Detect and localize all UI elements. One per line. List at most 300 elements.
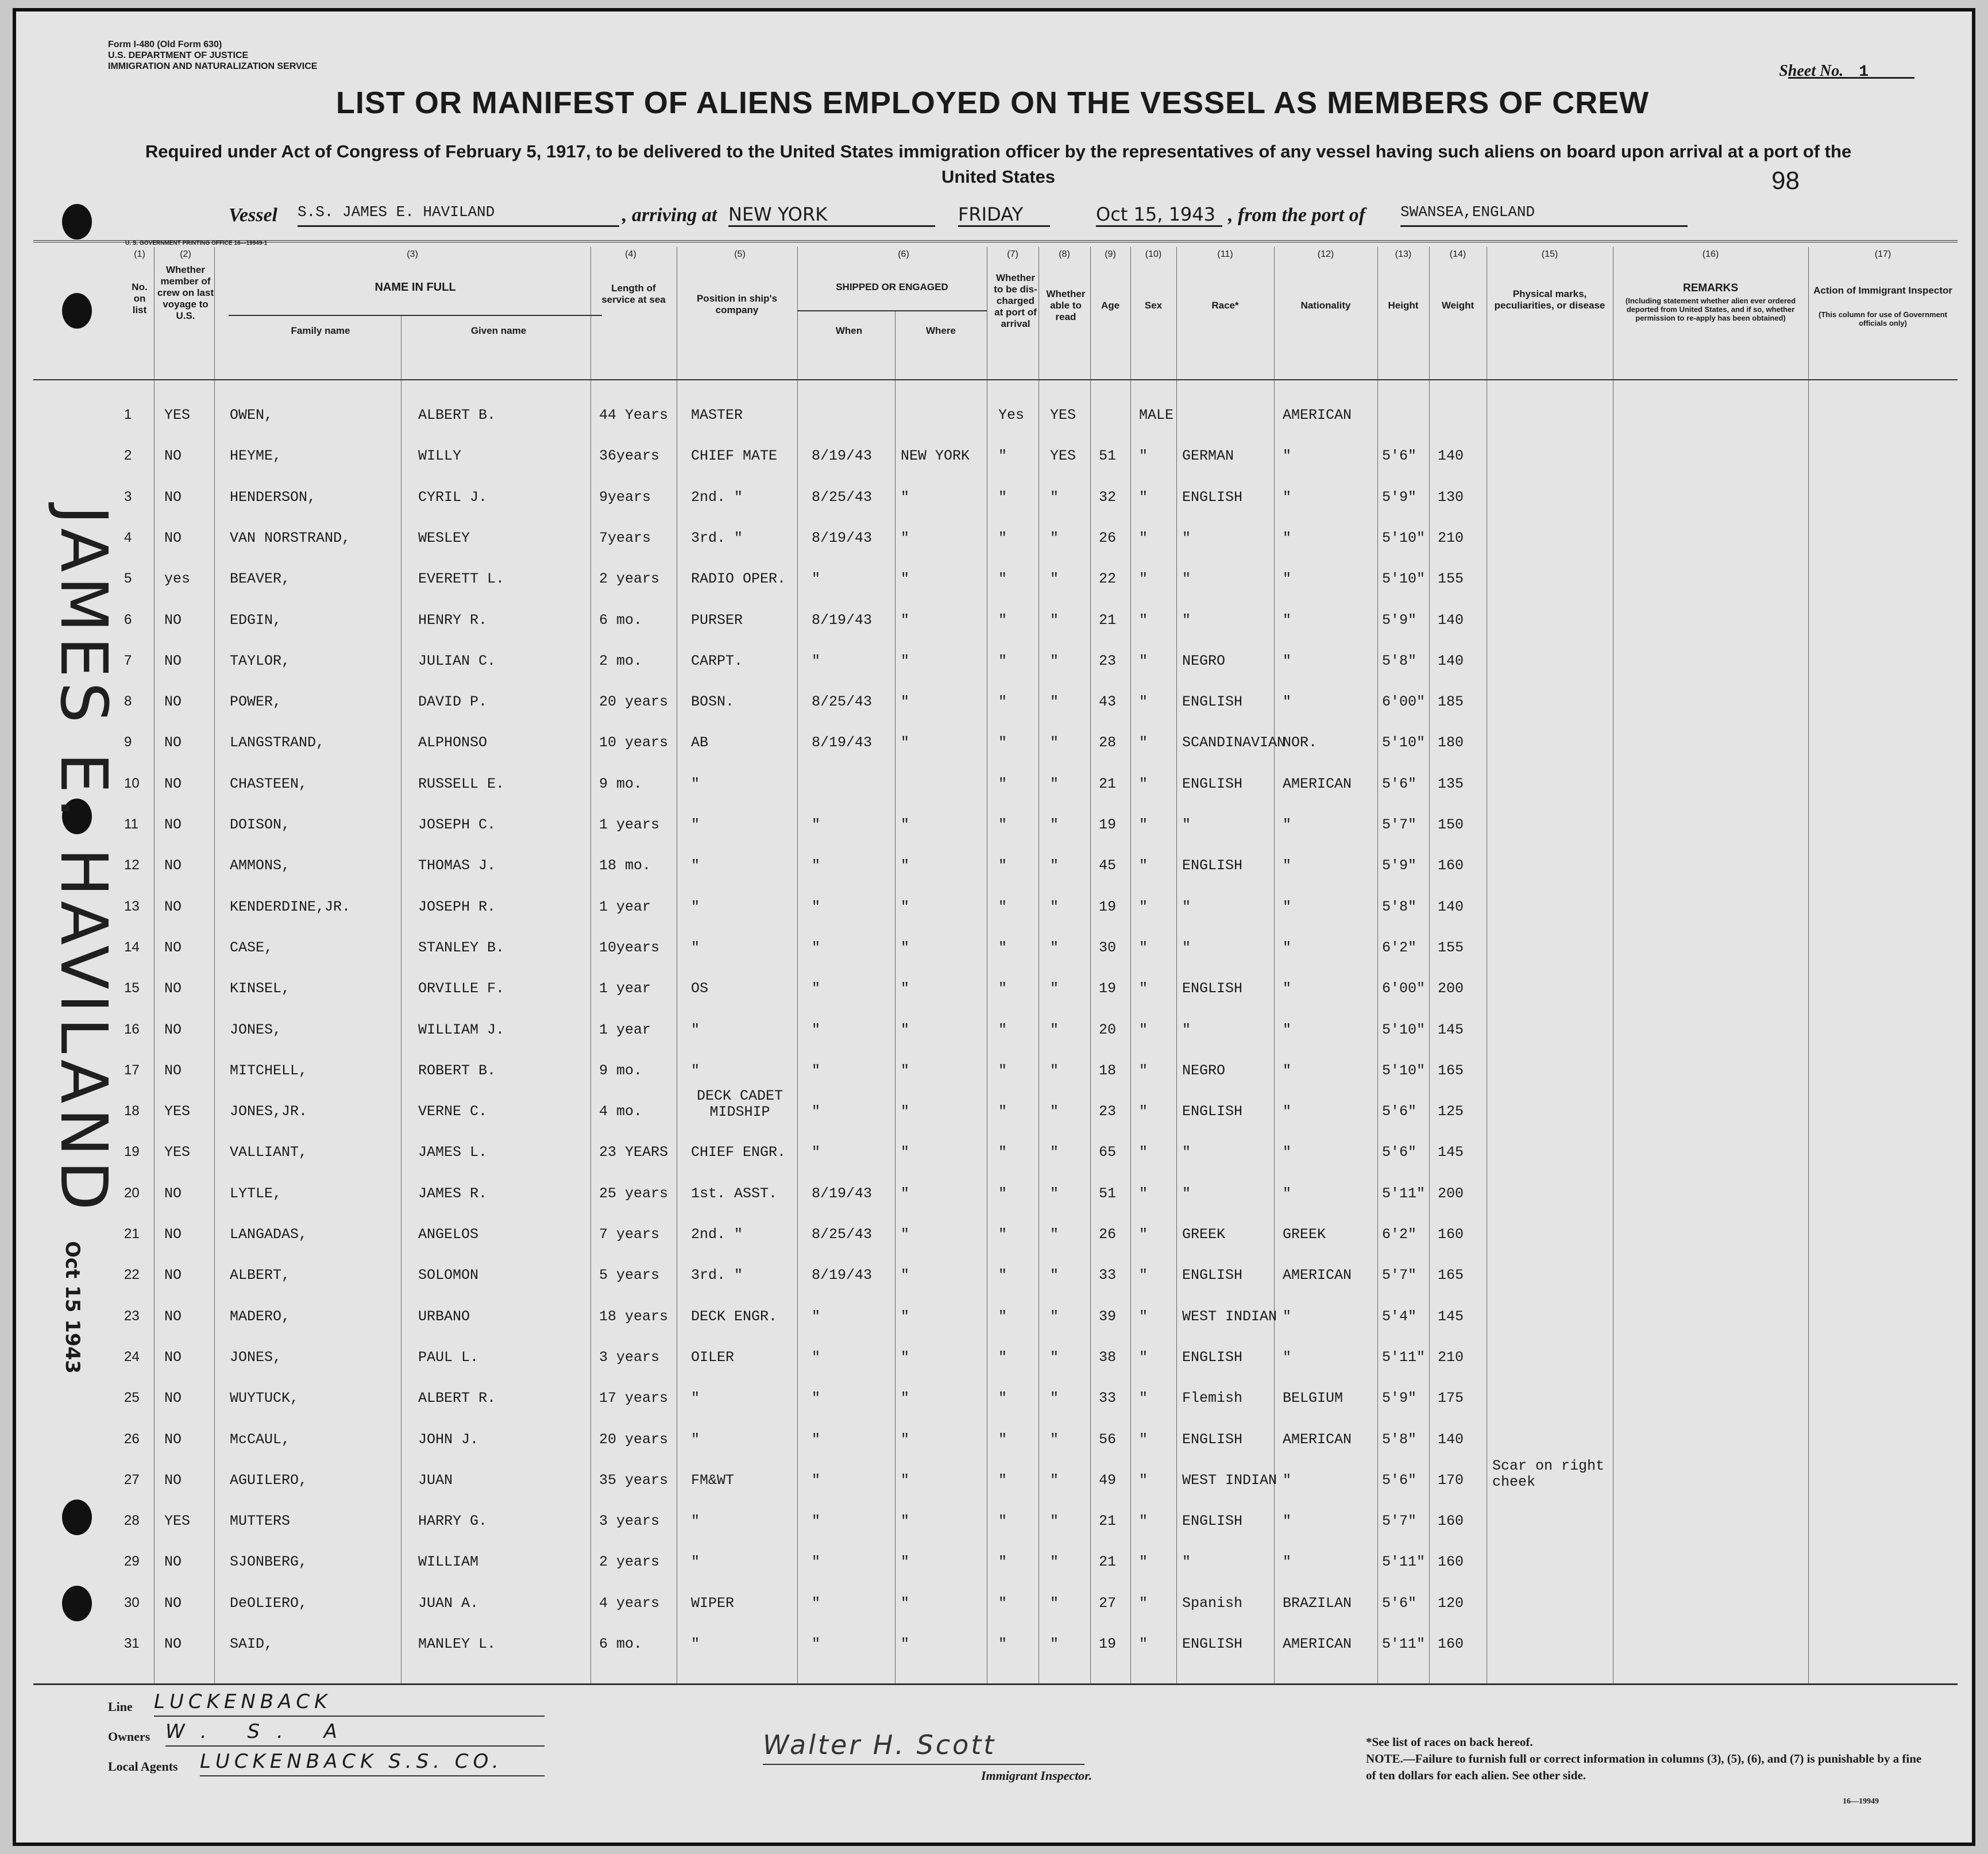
cell-discharged: " — [998, 1595, 1007, 1612]
cell-where: " — [901, 1390, 910, 1406]
cell-sex: " — [1139, 1390, 1148, 1406]
cell-height: 5'8" — [1382, 899, 1417, 915]
cell-race: ENGLISH — [1182, 693, 1243, 710]
cell-weight: 120 — [1438, 1595, 1464, 1612]
cell-sex: " — [1139, 1308, 1148, 1325]
cell-height: 5'10" — [1382, 1062, 1426, 1079]
crew-row — [16, 734, 1969, 757]
cell-where: " — [901, 653, 910, 669]
cell-read: " — [1050, 1062, 1059, 1079]
cell-position: BOSN. — [691, 693, 735, 710]
cell-member: NO — [164, 1185, 182, 1202]
cell-race: ENGLISH — [1182, 1636, 1243, 1652]
cell-family: DOISON, — [230, 816, 291, 833]
column-number: (11) — [1217, 249, 1233, 259]
cell-nationality: " — [1283, 939, 1292, 956]
cell-given: RUSSELL E. — [418, 776, 505, 792]
cell-height: 6'00" — [1382, 980, 1426, 997]
cell-service: 5 years — [599, 1267, 660, 1283]
arriving-label: , arriving at — [622, 205, 717, 226]
cell-member: NO — [164, 530, 182, 546]
header-position: Position in ship's company — [696, 293, 778, 315]
crew-row — [16, 899, 1969, 922]
header-age: Age — [1101, 300, 1120, 311]
cell-where: " — [901, 1595, 910, 1612]
cell-family: MUTTERS — [230, 1513, 291, 1529]
header-physical-marks: Physical marks, peculiarities, or disease — [1494, 288, 1605, 311]
line-value: LUCKENBACK — [154, 1690, 545, 1717]
cell-when: " — [812, 816, 821, 833]
cell-when: " — [812, 653, 821, 669]
cell-position: " — [691, 1022, 700, 1038]
punch-hole — [62, 293, 92, 329]
cell-service: 17 years — [599, 1390, 669, 1406]
cell-no: 4 — [124, 530, 132, 545]
cell-given: SOLOMON — [418, 1267, 479, 1283]
column-number: (9) — [1105, 249, 1116, 259]
cell-sex: " — [1139, 1022, 1148, 1038]
cell-sex: " — [1139, 1062, 1148, 1079]
printing-office-note: U. S. GOVERNMENT PRINTING OFFICE 16—19949-1 — [125, 240, 268, 246]
cell-position: 2nd. " — [691, 489, 743, 506]
cell-race: ENGLISH — [1182, 857, 1243, 874]
cell-no: 18 — [124, 1103, 140, 1119]
cell-given: DAVID P. — [418, 693, 488, 710]
cell-where: " — [901, 1554, 910, 1570]
cell-service: 9years — [599, 489, 651, 506]
cell-sex: " — [1139, 653, 1148, 669]
cell-height: 5'11" — [1382, 1185, 1426, 1202]
header-remarks-note: (Including statement whether alien ever ordered deported from United States, and if so, whether permission to re-apply has been obtained) — [1625, 296, 1796, 322]
cell-where: " — [901, 734, 910, 751]
cell-race: ENGLISH — [1182, 1349, 1243, 1366]
cell-position: " — [691, 1554, 700, 1570]
cell-race: SCANDINAVIAN — [1182, 734, 1286, 751]
cell-family: LYTLE, — [230, 1185, 282, 1202]
cell-read: " — [1050, 1554, 1059, 1570]
crew-row — [16, 1022, 1969, 1044]
cell-height: 6'2" — [1382, 1226, 1417, 1243]
stamp-number: 98 — [1771, 167, 1800, 195]
cell-sex: " — [1139, 1595, 1148, 1612]
cell-read: " — [1050, 1431, 1059, 1448]
races-note: *See list of races on back hereof. — [1366, 1735, 1533, 1749]
cell-age: 22 — [1099, 571, 1117, 587]
cell-discharged: " — [998, 1022, 1007, 1038]
cell-given: JOHN J. — [418, 1431, 479, 1448]
cell-family: SAID, — [230, 1636, 273, 1652]
cell-no: 11 — [124, 816, 138, 832]
cell-given: VERNE C. — [418, 1103, 488, 1120]
cell-read: " — [1050, 1267, 1059, 1283]
cell-position: " — [691, 1062, 700, 1079]
cell-position: 3rd. " — [691, 1267, 743, 1283]
cell-weight: 145 — [1438, 1308, 1464, 1325]
owners-value: W. S. A — [165, 1720, 545, 1747]
cell-weight: 140 — [1438, 448, 1464, 464]
cell-age: 33 — [1099, 1267, 1117, 1283]
cell-sex: " — [1139, 1103, 1148, 1120]
margin-vessel-name: JAMES E. HAVILAND — [46, 506, 121, 1215]
cell-read: " — [1050, 1636, 1059, 1652]
header-shipped-engaged: SHIPPED OR ENGAGED — [836, 282, 948, 292]
vessel-name: S.S. JAMES E. HAVILAND — [298, 203, 619, 227]
cell-member: NO — [164, 899, 182, 915]
column-number: (6) — [898, 249, 909, 259]
column-number: (17) — [1874, 249, 1892, 259]
cell-service: 2 mo. — [599, 653, 643, 669]
cell-no: 3 — [124, 489, 132, 504]
cell-age: 23 — [1099, 1103, 1117, 1120]
cell-discharged: " — [998, 489, 1007, 506]
cell-service: 3 years — [599, 1349, 660, 1366]
cell-service: 36years — [599, 448, 660, 464]
cell-nationality: BRAZILAN — [1283, 1595, 1352, 1612]
cell-height: 5'9" — [1382, 612, 1417, 629]
cell-given: JOSEPH C. — [418, 816, 496, 833]
cell-nationality: " — [1283, 899, 1292, 915]
cell-given: JAMES L. — [418, 1144, 488, 1161]
cell-nationality: AMERICAN — [1283, 776, 1352, 792]
cell-nationality: " — [1283, 448, 1292, 464]
column-number: (16) — [1702, 249, 1719, 259]
cell-discharged: " — [998, 816, 1007, 833]
cell-when: 8/25/43 — [812, 693, 873, 710]
cell-weight: 140 — [1438, 653, 1464, 669]
cell-weight: 175 — [1438, 1390, 1464, 1406]
cell-discharged: " — [998, 1185, 1007, 1202]
cell-read: YES — [1050, 448, 1076, 464]
cell-weight: 180 — [1438, 734, 1464, 751]
cell-discharged: " — [998, 1103, 1007, 1120]
crew-row — [16, 1349, 1969, 1372]
cell-member: NO — [164, 1390, 182, 1406]
cell-no: 13 — [124, 899, 140, 914]
cell-read: " — [1050, 693, 1059, 710]
cell-family: JONES, — [230, 1022, 282, 1038]
cell-given: EVERETT L. — [418, 571, 505, 587]
cell-read: " — [1050, 1226, 1059, 1243]
name-header-rule — [229, 315, 602, 316]
cell-service: 44 Years — [599, 407, 669, 423]
cell-age: 56 — [1099, 1431, 1117, 1448]
cell-no: 8 — [124, 693, 132, 709]
cell-height: 5'11" — [1382, 1349, 1426, 1366]
cell-no: 15 — [124, 980, 140, 996]
cell-weight: 210 — [1438, 530, 1464, 546]
cell-position: PURSER — [691, 612, 743, 629]
cell-position: AB — [691, 734, 709, 751]
cell-when: " — [812, 1062, 821, 1079]
cell-family: JONES,JR. — [230, 1103, 308, 1120]
cell-no: 16 — [124, 1022, 140, 1037]
cell-no: 26 — [124, 1431, 140, 1447]
header-discharged: Whether to be dis-charged at port of arrival — [994, 272, 1037, 329]
cell-family: LANGADAS, — [230, 1226, 308, 1243]
cell-when: " — [812, 1103, 821, 1120]
cell-read: " — [1050, 1513, 1059, 1529]
cell-given: JUAN A. — [418, 1595, 479, 1612]
cell-member: NO — [164, 776, 182, 792]
cell-discharged: " — [998, 1554, 1007, 1570]
cell-read: " — [1050, 489, 1059, 506]
cell-height: 5'6" — [1382, 1472, 1417, 1489]
cell-discharged: " — [998, 653, 1007, 669]
crew-row — [16, 857, 1969, 880]
cell-sex: " — [1139, 612, 1148, 629]
column-number: (13) — [1395, 249, 1412, 259]
department: U.S. DEPARTMENT OF JUSTICE — [108, 51, 249, 60]
cell-where: " — [901, 1144, 910, 1161]
crew-row — [16, 571, 1969, 593]
cell-read: " — [1050, 1390, 1059, 1406]
cell-no: 21 — [124, 1226, 140, 1242]
cell-race: ENGLISH — [1182, 1267, 1243, 1283]
cell-nationality: " — [1283, 530, 1292, 546]
form-code: 16—19949 — [1843, 1797, 1879, 1806]
cell-when: " — [812, 1022, 821, 1038]
cell-nationality: " — [1283, 1062, 1292, 1079]
cell-age: 19 — [1099, 899, 1117, 915]
inspector-signature: Walter H. Scott — [763, 1729, 1084, 1765]
cell-position: OILER — [691, 1349, 735, 1366]
cell-weight: 160 — [1438, 1636, 1464, 1652]
column-number: (3) — [407, 249, 418, 259]
cell-race: " — [1182, 1022, 1191, 1038]
cell-member: NO — [164, 653, 182, 669]
cell-age: 51 — [1099, 448, 1117, 464]
signature-caption: Immigrant Inspector. — [981, 1768, 1093, 1783]
cell-service: 4 years — [599, 1595, 660, 1612]
cell-member: YES — [164, 1513, 191, 1529]
cell-age: 45 — [1099, 857, 1117, 874]
cell-discharged: " — [998, 734, 1007, 751]
cell-member: NO — [164, 1431, 182, 1448]
cell-family: HENDERSON, — [230, 489, 316, 506]
cell-when: " — [812, 571, 821, 587]
cell-family: KENDERDINE,JR. — [230, 899, 351, 915]
crew-row — [16, 1226, 1969, 1249]
cell-weight: 160 — [1438, 1226, 1464, 1243]
column-number: (12) — [1317, 249, 1334, 259]
cell-service: 1 year — [599, 1022, 651, 1038]
cell-when: " — [812, 939, 821, 956]
cell-age: 51 — [1099, 1185, 1117, 1202]
cell-given: WILLY — [418, 448, 462, 464]
cell-family: LANGSTRAND, — [230, 734, 325, 751]
cell-race: ENGLISH — [1182, 1103, 1243, 1120]
cell-family: TAYLOR, — [230, 653, 291, 669]
cell-family: SJONBERG, — [230, 1554, 308, 1570]
cell-age: 27 — [1099, 1595, 1117, 1612]
cell-position: 2nd. " — [691, 1226, 743, 1243]
cell-family: WUYTUCK, — [230, 1390, 299, 1406]
cell-given: ROBERT B. — [418, 1062, 496, 1079]
cell-when: " — [812, 1144, 821, 1161]
cell-service: 4 mo. — [599, 1103, 643, 1120]
cell-family: DeOLIERO, — [230, 1595, 308, 1612]
cell-discharged: " — [998, 693, 1007, 710]
cell-discharged: " — [998, 1390, 1007, 1406]
form-identifier — [108, 39, 317, 72]
cell-position: MASTER — [691, 407, 743, 423]
cell-weight: 150 — [1438, 816, 1464, 833]
cell-height: 5'10" — [1382, 734, 1426, 751]
cell-race: " — [1182, 1144, 1191, 1161]
cell-family: EDGIN, — [230, 612, 282, 629]
penalty-note: NOTE.—Failure to furnish full or correct information in columns (3), (5), (6), and (7) is punishable by a fine of ten dollars for each alien. See other side. — [1366, 1752, 1922, 1782]
cell-discharged: " — [998, 980, 1007, 997]
cell-sex: " — [1139, 1144, 1148, 1161]
cell-where: " — [901, 1185, 910, 1202]
cell-service: 10 years — [599, 734, 669, 751]
crew-row — [16, 530, 1969, 553]
cell-no: 23 — [124, 1308, 140, 1324]
cell-race: ENGLISH — [1182, 1431, 1243, 1448]
cell-when: " — [812, 1636, 821, 1652]
cell-read: " — [1050, 1308, 1059, 1325]
cell-weight: 155 — [1438, 571, 1464, 587]
cell-where: " — [901, 1267, 910, 1283]
form-number: Form I-480 (Old Form 630) — [108, 40, 222, 49]
cell-given: ALBERT R. — [418, 1390, 496, 1406]
cell-service: 10years — [599, 939, 660, 956]
cell-given: HARRY G. — [418, 1513, 488, 1529]
cell-where: " — [901, 1062, 910, 1079]
cell-race: WEST INDIAN — [1182, 1472, 1277, 1489]
crew-row — [16, 653, 1969, 676]
cell-member: NO — [164, 1636, 182, 1652]
cell-when: " — [812, 1554, 821, 1570]
cell-age: 49 — [1099, 1472, 1117, 1489]
cell-weight: 165 — [1438, 1267, 1464, 1283]
from-port-label: , from the port of — [1228, 205, 1365, 226]
cell-when: " — [812, 1472, 821, 1489]
cell-member: NO — [164, 1472, 182, 1489]
cell-read: " — [1050, 1144, 1059, 1161]
cell-when: " — [812, 1595, 821, 1612]
cell-given: JOSEPH R. — [418, 899, 496, 915]
cell-when: " — [812, 1308, 821, 1325]
cell-given: ALPHONSO — [418, 734, 488, 751]
cell-where: " — [901, 489, 910, 506]
cell-race: ENGLISH — [1182, 1513, 1243, 1529]
arrival-day: FRIDAY — [958, 203, 1050, 227]
cell-given: HENRY R. — [418, 612, 488, 629]
agents-value: LUCKENBACK S.S. CO. — [200, 1750, 545, 1776]
cell-race: Flemish — [1182, 1390, 1243, 1406]
cell-position: FM&WT — [691, 1472, 735, 1489]
cell-sex: " — [1139, 1513, 1148, 1529]
cell-no: 6 — [124, 612, 132, 627]
crew-row — [16, 489, 1969, 512]
cell-given: ORVILLE F. — [418, 980, 505, 997]
cell-height: 5'8" — [1382, 653, 1417, 669]
header-no-on-list: No. on list — [132, 282, 148, 315]
crew-row — [16, 1308, 1969, 1331]
cell-weight: 200 — [1438, 1185, 1464, 1202]
header-where: Where — [926, 325, 956, 336]
header-remarks: REMARKS — [1682, 282, 1739, 294]
crew-row — [16, 612, 1969, 635]
owners-label: Owners — [108, 1729, 150, 1744]
footer-notes — [1366, 1734, 1929, 1784]
cell-age: 19 — [1099, 1636, 1117, 1652]
cell-sex: " — [1139, 1267, 1148, 1283]
cell-nationality: " — [1283, 1554, 1292, 1570]
cell-no: 20 — [124, 1185, 140, 1201]
cell-service: 9 mo. — [599, 776, 643, 792]
cell-nationality: " — [1283, 1349, 1292, 1366]
column-number: (10) — [1145, 249, 1162, 259]
cell-where: NEW YORK — [901, 448, 970, 464]
cell-discharged: " — [998, 448, 1007, 464]
cell-member: NO — [164, 1062, 182, 1079]
cell-position: " — [691, 899, 700, 915]
cell-race: " — [1182, 1554, 1191, 1570]
cell-race: Spanish — [1182, 1595, 1243, 1612]
cell-where: " — [901, 1472, 910, 1489]
cell-race: " — [1182, 1185, 1191, 1202]
cell-service: 6 mo. — [599, 1636, 643, 1652]
cell-when: " — [812, 980, 821, 997]
cell-position: " — [691, 1513, 700, 1529]
cell-member: NO — [164, 1022, 182, 1038]
cell-height: 5'7" — [1382, 1267, 1417, 1283]
header-family-name: Family name — [291, 325, 350, 336]
column-number: (2) — [180, 249, 191, 259]
margin-date: Oct 15 1943 — [61, 1241, 84, 1374]
cell-nationality: " — [1283, 1472, 1292, 1489]
cell-nationality: " — [1283, 489, 1292, 506]
crew-row — [16, 448, 1969, 471]
cell-weight: 160 — [1438, 857, 1464, 874]
cell-height: 5'11" — [1382, 1554, 1426, 1570]
cell-sex: " — [1139, 776, 1148, 792]
cell-race: " — [1182, 571, 1191, 587]
cell-sex: " — [1139, 448, 1148, 464]
cell-age: 21 — [1099, 776, 1117, 792]
cell-given: STANLEY B. — [418, 939, 505, 956]
cell-sex: " — [1139, 1185, 1148, 1202]
cell-race: " — [1182, 899, 1191, 915]
cell-member: NO — [164, 857, 182, 874]
cell-read: " — [1050, 734, 1059, 751]
cell-race: NEGRO — [1182, 653, 1226, 669]
cell-member: NO — [164, 980, 182, 997]
cell-where: " — [901, 693, 910, 710]
cell-where: " — [901, 1308, 910, 1325]
cell-no: 22 — [124, 1267, 140, 1282]
arrival-date: Oct 15, 1943 — [1096, 203, 1222, 227]
crew-row — [16, 1390, 1969, 1413]
cell-sex: " — [1139, 1554, 1148, 1570]
cell-where: " — [901, 816, 910, 833]
cell-weight: 125 — [1438, 1103, 1464, 1120]
cell-position: CARPT. — [691, 653, 743, 669]
cell-when: 8/19/43 — [812, 734, 873, 751]
table-top-rule — [33, 240, 1958, 242]
cell-nationality: " — [1283, 1185, 1292, 1202]
cell-position: 1st. ASST. — [691, 1185, 778, 1202]
cell-discharged: Yes — [998, 407, 1025, 423]
cell-race: GERMAN — [1182, 448, 1234, 464]
cell-discharged: " — [998, 1636, 1007, 1652]
cell-nationality: " — [1283, 1308, 1292, 1325]
cell-service: 7years — [599, 530, 651, 546]
cell-read: " — [1050, 1349, 1059, 1366]
cell-height: 5'6" — [1382, 1144, 1417, 1161]
